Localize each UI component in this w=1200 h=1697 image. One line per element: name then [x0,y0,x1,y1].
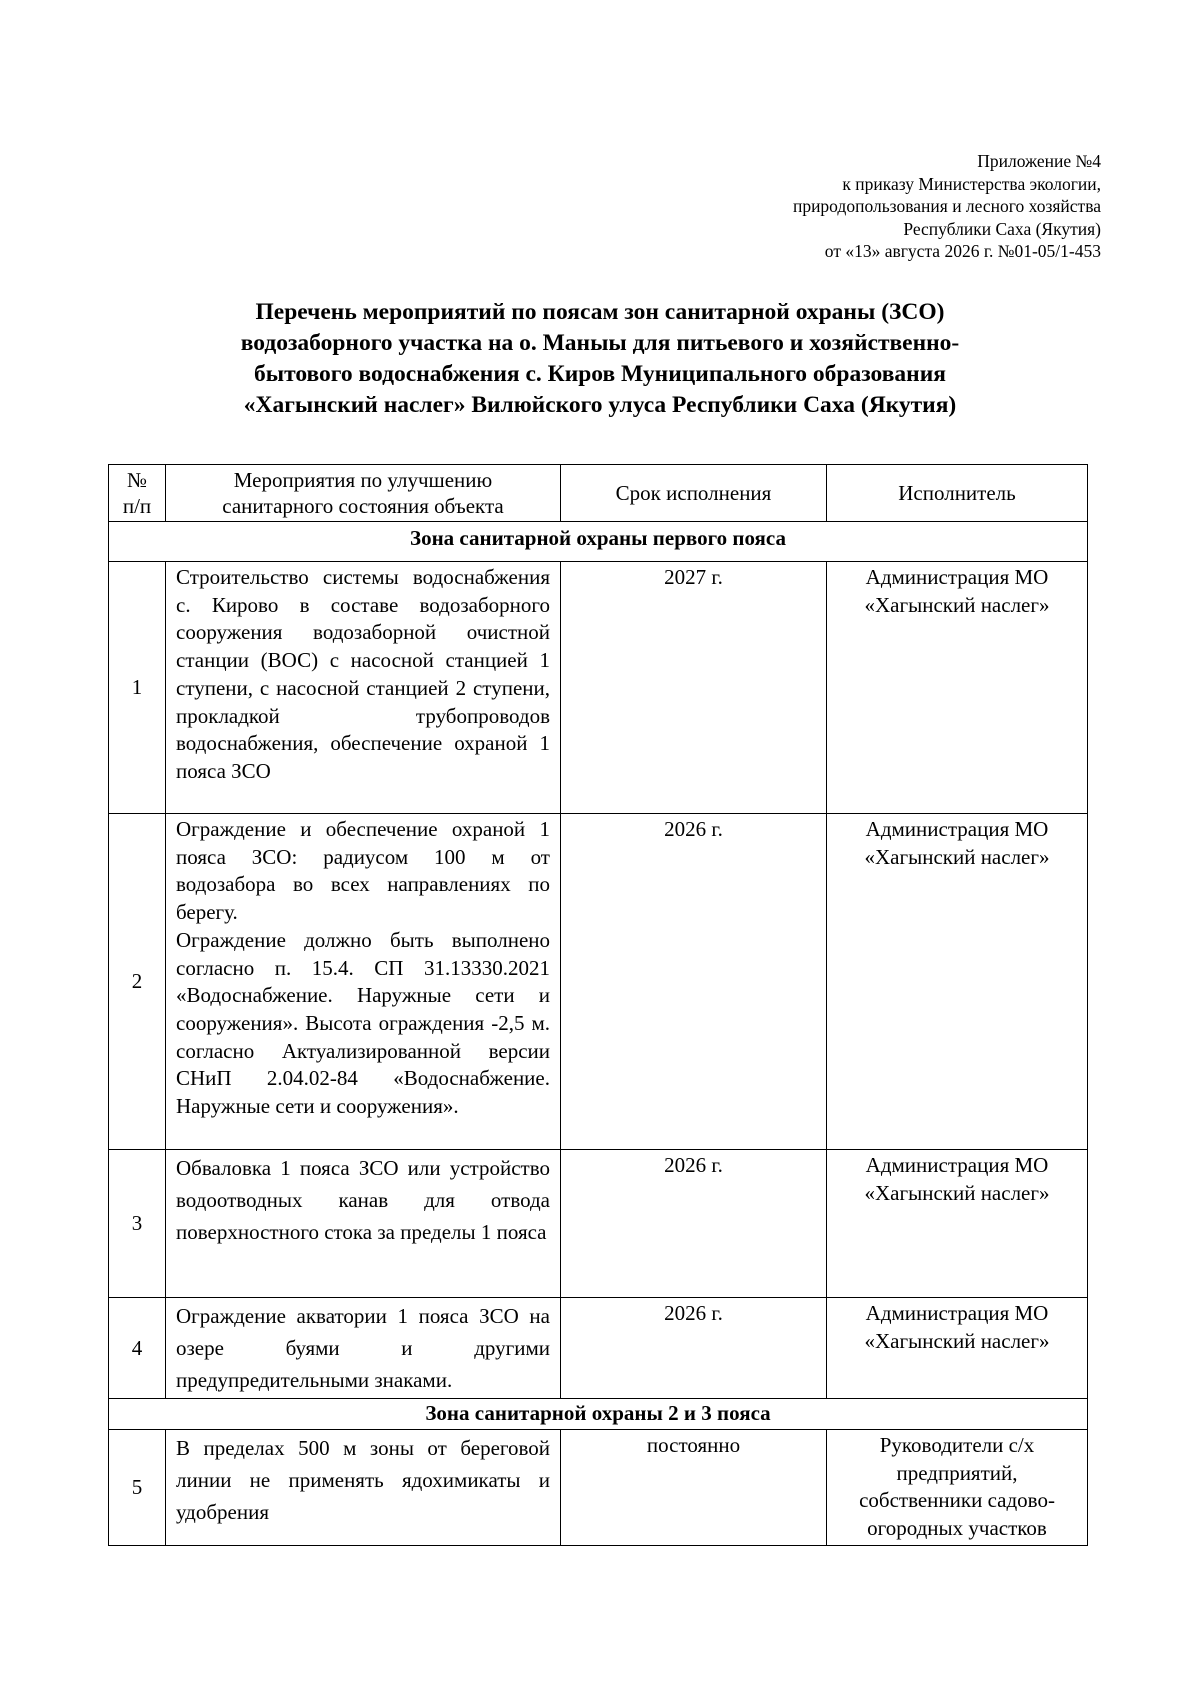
row-number: 4 [109,1298,166,1399]
executor-line: «Хагынский наслег» [864,1180,1050,1205]
zone-label: Зона санитарной охраны 2 и 3 пояса [109,1399,1088,1430]
title-line: бытового водоснабжения с. Киров Муниципального образования [254,361,946,387]
header-executor: Исполнитель [827,465,1088,522]
header-num-line: № [126,468,148,492]
row-measure: Ограждение акватории 1 пояса ЗСО на озере буями и другими предупредительными знаками. [166,1298,561,1399]
table-row [109,1430,1088,1546]
executor-line: собственники садово- [859,1488,1055,1513]
row-number: 3 [109,1150,166,1298]
row-executor [827,562,1088,814]
row-term: 2027 г. [561,562,827,814]
zone-label: Зона санитарной охраны первого пояса [109,522,1088,562]
header-measures-line: санитарного состояния объекта [222,494,504,518]
table-row [109,1150,1088,1298]
zone-row [109,1399,1088,1430]
executor-line: предприятий, [896,1460,1018,1485]
executor-line: «Хагынский наслег» [864,592,1050,617]
header-measures-line: Мероприятия по улучшению [233,468,493,492]
title-line: водозаборного участка на о. Маныы для питьевого и хозяйственно- [240,330,960,356]
row-term: 2026 г. [561,1150,827,1298]
document-title [100,297,1100,421]
executor-line: огородных участков [867,1516,1047,1541]
title-line: «Хагынский наслег» Вилюйского улуса Республики Саха (Якутия) [243,392,957,418]
row-measure: В пределах 500 м зоны от береговой линии не применять ядохимикаты и удобрения [166,1430,561,1546]
row-term: постоянно [561,1430,827,1546]
appendix-line: Республики Саха (Якутия) [903,218,1101,239]
executor-line: Администрация МО [865,565,1049,589]
measure-paragraph: Ограждение и обеспечение охраной 1 пояса ЗСО: радиусом 100 м от водозабора во всех направлениях по берегу. [176,817,550,925]
row-measure: Обваловка 1 пояса ЗСО или устройство водоотводных канав для отвода поверхностного стока за пределы 1 пояса [166,1150,561,1298]
title-line: Перечень мероприятий по поясам зон санитарной охраны (ЗСО) [255,299,945,325]
row-measure [166,814,561,1150]
appendix-line: Приложение №4 [977,151,1101,171]
row-term: 2026 г. [561,1298,827,1399]
row-executor [827,1298,1088,1399]
appendix-line: к приказу Министерства экологии, [842,173,1101,194]
executor-line: «Хагынский наслег» [864,844,1050,869]
table-row [109,562,1088,814]
row-measure: Строительство системы водоснабжения с. Кирово в составе водозаборного сооружения водозаборной очистной станции (ВОС) с насосной станцией 1 ступени, с насосной станцией 2 ступени, прокладкой трубопроводов водоснабжения, обеспечение охраной 1 пояса ЗСО [166,562,561,814]
row-term: 2026 г. [561,814,827,1150]
row-executor [827,814,1088,1150]
zone-row [109,522,1088,562]
header-measures [166,465,561,522]
row-executor [827,1150,1088,1298]
header-num [109,465,166,522]
executor-line: «Хагынский наслег» [864,1328,1050,1353]
executor-line: Администрация МО [865,1301,1049,1325]
measure-paragraph: Ограждение должно быть выполнено согласно п. 15.4. СП 31.13330.2021 «Водоснабжение. Наружные сети и сооружения». Высота ограждения -2,5 м. согласно Актуализированной версии СНиП 2.04.02-84 «Водоснабжение. Наружные сети и сооружения». [176,927,550,1119]
executor-line: Руководители с/х [879,1433,1035,1457]
header-term: Срок исполнения [561,465,827,522]
appendix-header [581,150,1101,263]
measures-table [108,464,1088,1546]
row-number: 2 [109,814,166,1150]
executor-line: Администрация МО [865,1153,1049,1177]
appendix-line: природопользования и лесного хозяйства [792,196,1101,217]
header-num-line: п/п [122,494,152,518]
table-row [109,1298,1088,1399]
executor-line: Администрация МО [865,817,1049,841]
appendix-line: от «13» августа 2026 г. №01-05/1-453 [824,241,1101,262]
row-number: 1 [109,562,166,814]
row-number: 5 [109,1430,166,1546]
table-header-row [109,465,1088,522]
table-row [109,814,1088,1150]
row-executor [827,1430,1088,1546]
